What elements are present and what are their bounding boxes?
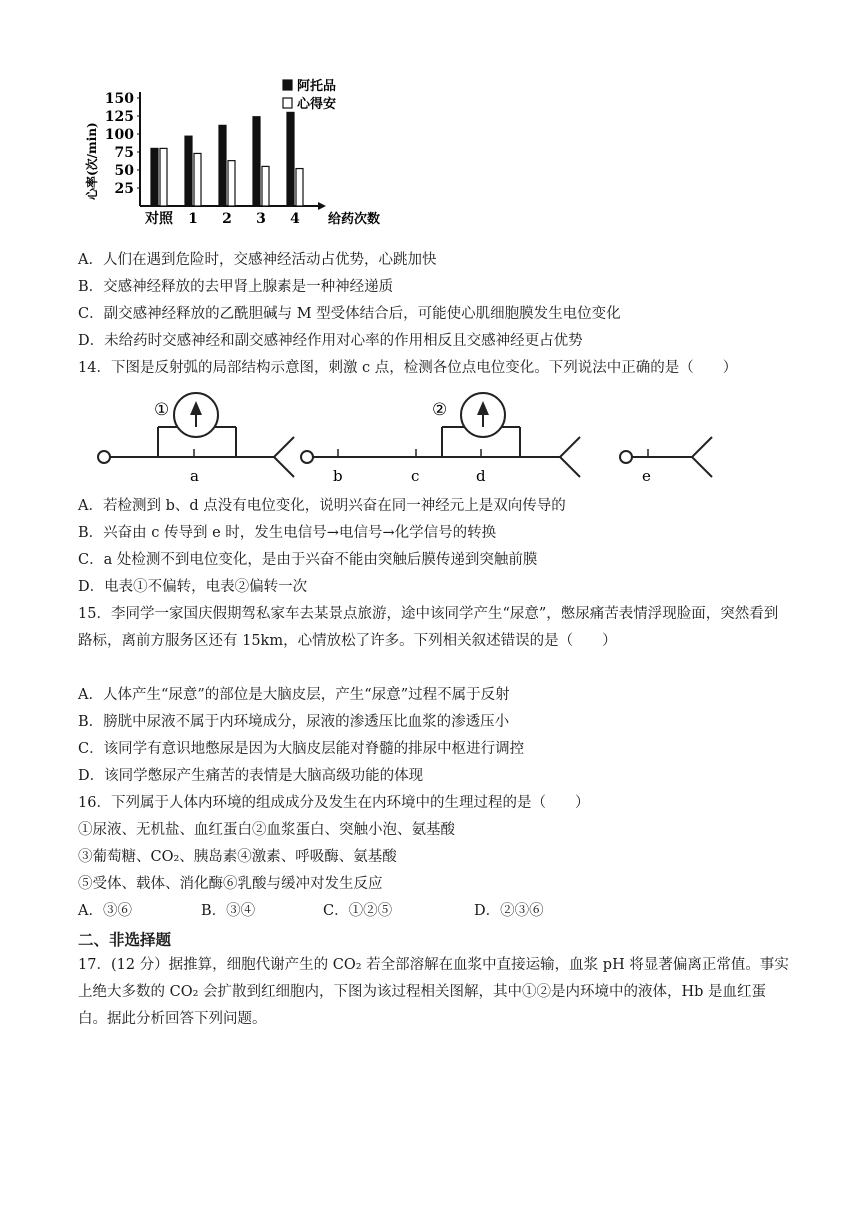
q15-option-d: D．该同学憋尿产生痛苦的表情是大脑高级功能的体现	[78, 768, 424, 784]
legend-swatch	[283, 98, 292, 108]
neuron3-cell-body	[620, 451, 632, 463]
bar-propranolol	[296, 169, 303, 206]
q15-stem: 15．李同学一家国庆假期驾私家车去某景点旅游，途中该同学产生“尿意”，憋尿痛苦表情浮现脸面，突然看到路标，离前方服务区还有 15km，心情放松了许多。下列相关叙述错误的是（ ）	[78, 606, 779, 649]
neuron2-cell-body	[301, 451, 313, 463]
q16-option-c: C．①②⑤	[323, 903, 393, 919]
bar-atropine	[253, 117, 260, 206]
section-heading: 二、非选择题	[78, 931, 172, 949]
q15-option-b: B．膀胱中尿液不属于内环境成分，尿液的渗透压比血浆的渗透压小	[78, 714, 510, 730]
q15-option-c: C．该同学有意识地憋尿是因为大脑皮层能对脊髓的排尿中枢进行调控	[78, 741, 525, 757]
x-tick-label: 3	[256, 211, 266, 227]
point-e-label: e	[642, 467, 651, 485]
q14-option-b: B．兴奋由 c 传导到 e 时，发生电信号→电信号→化学信号的转换	[78, 525, 497, 541]
q14-option-c: C．a 处检测不到电位变化，是由于兴奋不能由突触后膜传递到突触前膜	[78, 552, 538, 568]
q16-item-line-2: ③葡萄糖、CO₂、胰岛素④激素、呼吸酶、氨基酸	[78, 849, 397, 865]
meter1-label: ①	[154, 400, 170, 420]
bar-propranolol	[194, 153, 201, 206]
x-tick-label: 1	[188, 211, 198, 227]
point-c-label: c	[411, 467, 420, 485]
q13-option-c: C．副交感神经释放的乙酰胆碱与 M 型受体结合后，可能使心肌细胞膜发生电位变化	[78, 306, 621, 322]
q13-option-b: B．交感神经释放的去甲肾上腺素是一种神经递质	[78, 279, 394, 295]
bar-atropine	[185, 136, 192, 206]
bar-propranolol	[262, 166, 269, 206]
bar-atropine	[219, 125, 226, 206]
point-a-label: a	[190, 467, 199, 485]
q16-item-line-1: ①尿液、无机盐、血红蛋白②血浆蛋白、突触小泡、氨基酸	[78, 822, 455, 838]
y-tick-label: 25	[114, 181, 134, 197]
x-axis-label: 给药次数	[328, 212, 381, 227]
reflex-arc-diagram	[80, 385, 720, 485]
q17-stem: 17．(12 分）据推算，细胞代谢产生的 CO₂ 若全部溶解在血浆中直接运输，血浆 pH 将显著偏离正常值。事实上绝大多数的 CO₂ 会扩散到红细胞内，下图为该过程相关图解，其中①②是内环境中的液体，Hb 是血红蛋白。据此分析回答下列问题。	[78, 957, 789, 1027]
x-tick-label: 2	[222, 211, 232, 227]
bar-propranolol	[160, 148, 167, 206]
legend-swatch	[283, 80, 292, 90]
point-b-label: b	[333, 467, 343, 485]
q14-option-a: A．若检测到 b、d 点没有电位变化，说明兴奋在同一神经元上是双向传导的	[78, 498, 566, 514]
neuron2-terminal	[560, 437, 580, 477]
x-tick-label: 对照	[145, 211, 173, 227]
bar-atropine	[287, 112, 294, 206]
q16-item-line-3: ⑤受体、载体、消化酶⑥乳酸与缓冲对发生反应	[78, 876, 383, 892]
q14-option-d: D．电表①不偏转，电表②偏转一次	[78, 579, 308, 595]
y-tick-label: 50	[114, 163, 134, 179]
q16-option-d: D．②③⑥	[474, 903, 544, 919]
neuron1-terminal	[274, 437, 294, 477]
x-axis-arrow	[318, 202, 326, 210]
q14-stem: 14．下图是反射弧的局部结构示意图，刺激 c 点，检测各位点电位变化。下列说法中正确的是（ ）	[78, 360, 738, 376]
legend-label: 阿托品	[297, 79, 337, 94]
neuron1-cell-body	[98, 451, 110, 463]
y-axis-label: 心率(次/min)	[85, 122, 99, 200]
q16-stem: 16．下列属于人体内环境的组成成分及发生在内环境中的生理过程的是（ ）	[78, 795, 590, 811]
bar-atropine	[151, 148, 158, 206]
bar-propranolol	[228, 161, 235, 206]
q16-option-b: B．③④	[201, 903, 256, 919]
q13-option-a: A．人们在遇到危险时，交感神经活动占优势，心跳加快	[78, 252, 437, 268]
y-tick-label: 100	[104, 127, 134, 143]
q13-option-d: D．未给药时交感神经和副交感神经作用对心率的作用相反且交感神经更占优势	[78, 333, 583, 349]
legend-label: 心得安	[297, 97, 337, 112]
meter2-label: ②	[432, 400, 448, 420]
x-tick-label: 4	[290, 211, 300, 227]
point-d-label: d	[476, 467, 486, 485]
y-tick-label: 75	[114, 145, 134, 161]
q16-options-row	[78, 901, 544, 921]
y-tick-label: 125	[104, 109, 134, 125]
q16-option-a: A．③⑥	[78, 903, 132, 919]
heart-rate-bar-chart	[80, 74, 381, 236]
neuron3-terminal	[692, 437, 712, 477]
y-tick-label: 150	[104, 91, 134, 107]
q15-option-a: A．人体产生“尿意”的部位是大脑皮层，产生“尿意”过程不属于反射	[78, 687, 510, 703]
